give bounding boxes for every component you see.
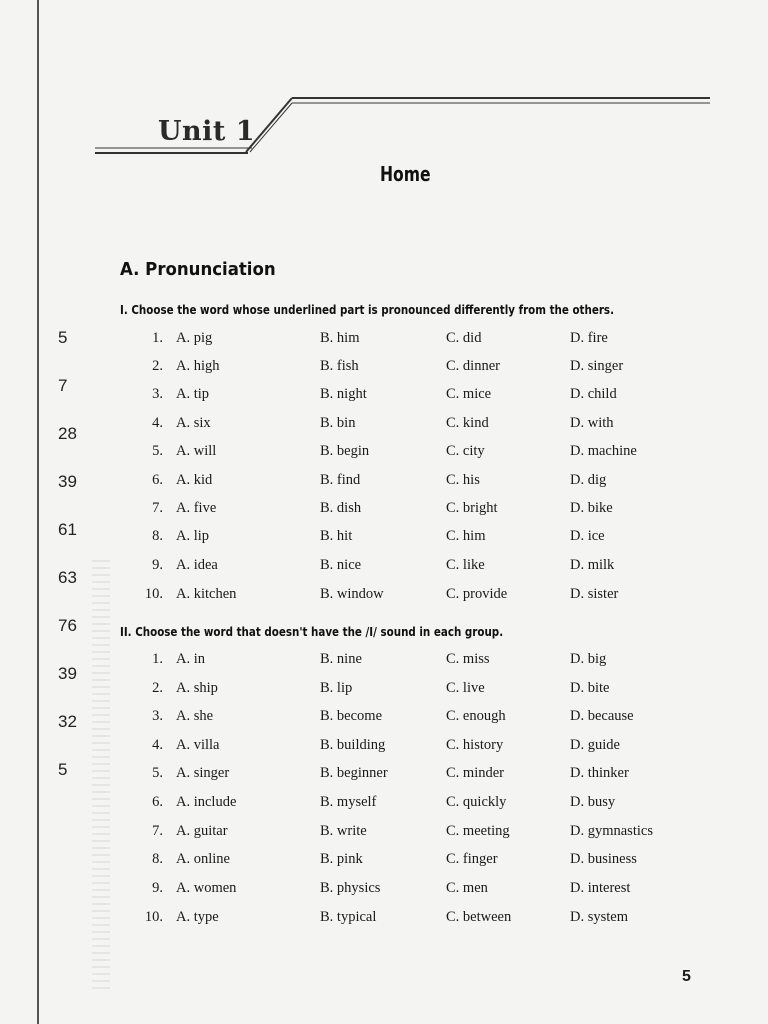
option-b: B. bin — [320, 415, 356, 431]
item-number: 8. — [152, 851, 163, 867]
option-d: D. ice — [570, 528, 605, 544]
option-d: D. busy — [570, 794, 616, 810]
option-d: D. fire — [570, 330, 608, 346]
option-d: D. thinker — [570, 765, 629, 781]
unit-title: Unit 1 — [158, 116, 256, 147]
option-c: C. miss — [446, 651, 490, 667]
option-d: D. bike — [570, 500, 613, 516]
option-a: A. guitar — [176, 823, 228, 839]
margin-number: 39 — [58, 664, 77, 683]
option-b: B. window — [320, 586, 384, 602]
item-number: 3. — [152, 708, 163, 724]
option-b: B. night — [320, 386, 367, 402]
option-d: D. machine — [570, 443, 637, 459]
option-d: D. interest — [570, 880, 631, 896]
option-b: B. building — [320, 737, 386, 753]
option-b: B. myself — [320, 794, 377, 810]
section-title: A. Pronunciation — [120, 259, 276, 280]
option-b: B. hit — [320, 528, 353, 544]
option-a: A. type — [176, 909, 219, 925]
option-d: D. singer — [570, 358, 624, 374]
option-c: C. finger — [446, 851, 498, 867]
item-number: 9. — [152, 557, 163, 573]
item-number: 6. — [152, 472, 163, 488]
option-b: B. write — [320, 823, 367, 839]
option-c: C. live — [446, 680, 485, 696]
option-a: A. ship — [176, 680, 218, 696]
item-number: 4. — [152, 737, 163, 753]
item-number: 1. — [152, 330, 163, 346]
option-b: B. beginner — [320, 765, 388, 781]
margin-number: 76 — [58, 616, 77, 635]
part2-instruction: II. Choose the word that doesn't have the /I/ sound in each group. — [120, 625, 504, 639]
item-number: 6. — [152, 794, 163, 810]
option-a: A. villa — [176, 737, 220, 753]
item-number: 2. — [152, 680, 163, 696]
option-a: A. kitchen — [176, 586, 237, 602]
option-a: A. online — [176, 851, 230, 867]
option-d: D. bite — [570, 680, 610, 696]
option-c: C. his — [446, 472, 480, 488]
option-b: B. typical — [320, 909, 377, 925]
option-c: C. quickly — [446, 794, 507, 810]
item-number: 8. — [152, 528, 163, 544]
unit-header-rule — [0, 0, 768, 170]
page-number: 5 — [682, 968, 691, 985]
option-c: C. did — [446, 330, 482, 346]
option-b: B. find — [320, 472, 361, 488]
option-d: D. big — [570, 651, 607, 667]
item-number: 5. — [152, 443, 163, 459]
option-b: B. dish — [320, 500, 362, 516]
option-c: C. history — [446, 737, 504, 753]
option-d: D. sister — [570, 586, 619, 602]
option-a: A. tip — [176, 386, 210, 402]
item-number: 2. — [152, 358, 163, 374]
option-c: C. dinner — [446, 358, 500, 374]
margin-number: 32 — [58, 712, 77, 731]
option-b: B. fish — [320, 358, 359, 374]
item-number: 9. — [152, 880, 163, 896]
margin-number: 5 — [58, 328, 68, 347]
option-a: A. high — [176, 358, 220, 374]
option-c: C. provide — [446, 586, 508, 602]
option-c: C. minder — [446, 765, 504, 781]
item-number: 3. — [152, 386, 163, 402]
option-b: B. nine — [320, 651, 362, 667]
margin-number: 5 — [58, 760, 68, 779]
option-c: C. men — [446, 880, 488, 896]
option-c: C. him — [446, 528, 486, 544]
option-a: A. singer — [176, 765, 230, 781]
option-b: B. physics — [320, 880, 381, 896]
margin-number: 28 — [58, 424, 77, 443]
option-d: D. business — [570, 851, 637, 867]
item-number: 5. — [152, 765, 163, 781]
item-number: 1. — [152, 651, 163, 667]
option-b: B. begin — [320, 443, 370, 459]
item-number: 10. — [144, 586, 163, 602]
option-a: A. idea — [176, 557, 218, 573]
option-a: A. kid — [176, 472, 213, 488]
item-number: 7. — [152, 500, 163, 516]
option-a: A. will — [176, 443, 217, 459]
option-d: D. because — [570, 708, 634, 724]
part1-instruction: I. Choose the word whose underlined part is pronounced differently from the others. — [120, 303, 614, 317]
option-c: C. between — [446, 909, 512, 925]
option-d: D. child — [570, 386, 617, 402]
option-a: A. six — [176, 415, 211, 431]
option-b: B. lip — [320, 680, 353, 696]
option-a: A. five — [176, 500, 217, 516]
option-c: C. mice — [446, 386, 492, 402]
item-number: 7. — [152, 823, 163, 839]
option-d: D. gymnastics — [570, 823, 653, 839]
option-c: C. kind — [446, 415, 489, 431]
option-d: D. dig — [570, 472, 607, 488]
option-a: A. lip — [176, 528, 210, 544]
option-a: A. in — [176, 651, 205, 667]
margin-number: 39 — [58, 472, 77, 491]
option-a: A. she — [176, 708, 214, 724]
option-a: A. women — [176, 880, 237, 896]
option-a: A. pig — [176, 330, 213, 346]
option-c: C. like — [446, 557, 485, 573]
option-c: C. enough — [446, 708, 506, 724]
option-c: C. bright — [446, 500, 498, 516]
option-b: B. pink — [320, 851, 363, 867]
option-c: C. meeting — [446, 823, 510, 839]
option-d: D. system — [570, 909, 628, 925]
option-b: B. become — [320, 708, 383, 724]
option-c: C. city — [446, 443, 485, 459]
option-b: B. him — [320, 330, 360, 346]
scan-margin-noise — [92, 560, 110, 990]
item-number: 4. — [152, 415, 163, 431]
margin-number: 61 — [58, 520, 77, 539]
page-title: Home — [380, 162, 431, 186]
item-number: 10. — [144, 909, 163, 925]
option-b: B. nice — [320, 557, 362, 573]
option-d: D. with — [570, 415, 614, 431]
option-d: D. guide — [570, 737, 620, 753]
option-d: D. milk — [570, 557, 615, 573]
option-a: A. include — [176, 794, 237, 810]
margin-number: 63 — [58, 568, 77, 587]
margin-number: 7 — [58, 376, 68, 395]
